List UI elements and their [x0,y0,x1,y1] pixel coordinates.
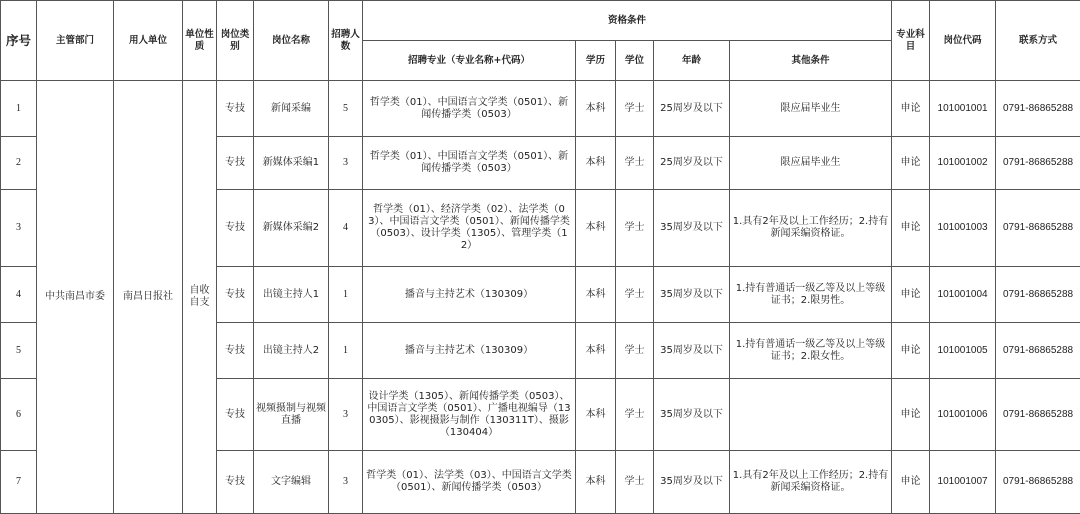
row-post-type: 专技 [217,190,254,267]
header-post-code: 岗位代码 [930,1,996,81]
row-degree: 学士 [616,81,654,137]
header-other: 其他条件 [730,41,892,81]
row-seq: 6 [1,379,37,451]
unit-cell: 南昌日报社 [114,81,183,514]
header-unit: 用人单位 [114,1,183,81]
row-degree: 学士 [616,137,654,190]
row-post-code: 101001001 [930,81,996,137]
row-post-type: 专技 [217,323,254,379]
row-other: 1.持有普通话一级乙等及以上等级证书；2.限女性。 [730,323,892,379]
header-qualifications: 资格条件 [363,1,892,41]
row-other: 1.具有2年及以上工作经历；2.持有新闻采编资格证。 [730,451,892,514]
row-post-code: 101001007 [930,451,996,514]
row-other [730,379,892,451]
header-major: 招聘专业（专业名称+代码） [363,41,576,81]
header-count: 招聘人数 [329,1,363,81]
row-age: 35周岁及以下 [654,379,730,451]
row-post-name: 文字编辑 [254,451,329,514]
row-post-name: 出镜主持人2 [254,323,329,379]
row-post-name: 新媒体采编2 [254,190,329,267]
row-major: 哲学类（01）、中国语言文学类（0501）、新闻传播学类（0503） [363,137,576,190]
row-degree: 学士 [616,267,654,323]
row-major: 哲学类（01）、法学类（03）、中国语言文学类（0501）、新闻传播学类（0503） [363,451,576,514]
row-education: 本科 [576,379,616,451]
row-post-type: 专技 [217,81,254,137]
row-contact: 0791-86865288 [996,267,1080,323]
row-post-name: 出镜主持人1 [254,267,329,323]
header-contact: 联系方式 [996,1,1080,81]
row-degree: 学士 [616,451,654,514]
row-education: 本科 [576,137,616,190]
row-education: 本科 [576,190,616,267]
row-subject: 申论 [892,323,930,379]
row-count: 1 [329,267,363,323]
row-subject: 申论 [892,267,930,323]
row-count: 5 [329,81,363,137]
header-seq: 序号 [1,1,37,81]
row-post-code: 101001002 [930,137,996,190]
nature-cell: 自收自支 [183,81,217,514]
row-seq: 2 [1,137,37,190]
row-post-name: 新媒体采编1 [254,137,329,190]
header-post-name: 岗位名称 [254,1,329,81]
row-post-type: 专技 [217,379,254,451]
header-degree: 学位 [616,41,654,81]
header-age: 年龄 [654,41,730,81]
row-degree: 学士 [616,323,654,379]
row-post-name: 视频摄制与视频直播 [254,379,329,451]
row-post-code: 101001006 [930,379,996,451]
dept-cell: 中共南昌市委 [37,81,114,514]
header-dept: 主管部门 [37,1,114,81]
row-age: 35周岁及以下 [654,323,730,379]
row-other: 1.具有2年及以上工作经历；2.持有新闻采编资格证。 [730,190,892,267]
row-seq: 7 [1,451,37,514]
header-post-type: 岗位类别 [217,1,254,81]
row-age: 35周岁及以下 [654,267,730,323]
row-other: 1.持有普通话一级乙等及以上等级证书；2.限男性。 [730,267,892,323]
row-seq: 5 [1,323,37,379]
header-nature: 单位性质 [183,1,217,81]
row-age: 25周岁及以下 [654,137,730,190]
row-major: 哲学类（01）、中国语言文学类（0501）、新闻传播学类（0503） [363,81,576,137]
row-major: 播音与主持艺术（130309） [363,267,576,323]
row-post-code: 101001005 [930,323,996,379]
row-subject: 申论 [892,451,930,514]
row-post-type: 专技 [217,451,254,514]
row-subject: 申论 [892,81,930,137]
row-count: 3 [329,451,363,514]
table-row [1,81,1080,137]
row-other: 限应届毕业生 [730,81,892,137]
row-age: 35周岁及以下 [654,190,730,267]
row-education: 本科 [576,267,616,323]
row-seq: 3 [1,190,37,267]
row-seq: 1 [1,81,37,137]
row-post-type: 专技 [217,137,254,190]
row-education: 本科 [576,451,616,514]
row-post-name: 新闻采编 [254,81,329,137]
row-seq: 4 [1,267,37,323]
row-major: 设计学类（1305）、新闻传播学类（0503）、中国语言文学类（0501）、广播电视编导（130305）、影视摄影与制作（130311T）、摄影（130404） [363,379,576,451]
row-major: 哲学类（01）、经济学类（02）、法学类（03）、中国语言文学类（0501）、新闻传播学类（0503）、设计学类（1305）、管理学类（12） [363,190,576,267]
row-count: 3 [329,379,363,451]
row-count: 4 [329,190,363,267]
header-row-1 [1,1,1080,41]
row-major: 播音与主持艺术（130309） [363,323,576,379]
header-education: 学历 [576,41,616,81]
row-count: 3 [329,137,363,190]
row-degree: 学士 [616,190,654,267]
row-contact: 0791-86865288 [996,137,1080,190]
header-subject: 专业科目 [892,1,930,81]
row-age: 35周岁及以下 [654,451,730,514]
row-subject: 申论 [892,379,930,451]
row-contact: 0791-86865288 [996,451,1080,514]
row-other: 限应届毕业生 [730,137,892,190]
row-education: 本科 [576,81,616,137]
row-degree: 学士 [616,379,654,451]
row-count: 1 [329,323,363,379]
row-contact: 0791-86865288 [996,323,1080,379]
row-contact: 0791-86865288 [996,190,1080,267]
row-age: 25周岁及以下 [654,81,730,137]
row-subject: 申论 [892,137,930,190]
row-post-code: 101001003 [930,190,996,267]
row-education: 本科 [576,323,616,379]
row-post-type: 专技 [217,267,254,323]
row-contact: 0791-86865288 [996,81,1080,137]
row-subject: 申论 [892,190,930,267]
row-contact: 0791-86865288 [996,379,1080,451]
row-post-code: 101001004 [930,267,996,323]
